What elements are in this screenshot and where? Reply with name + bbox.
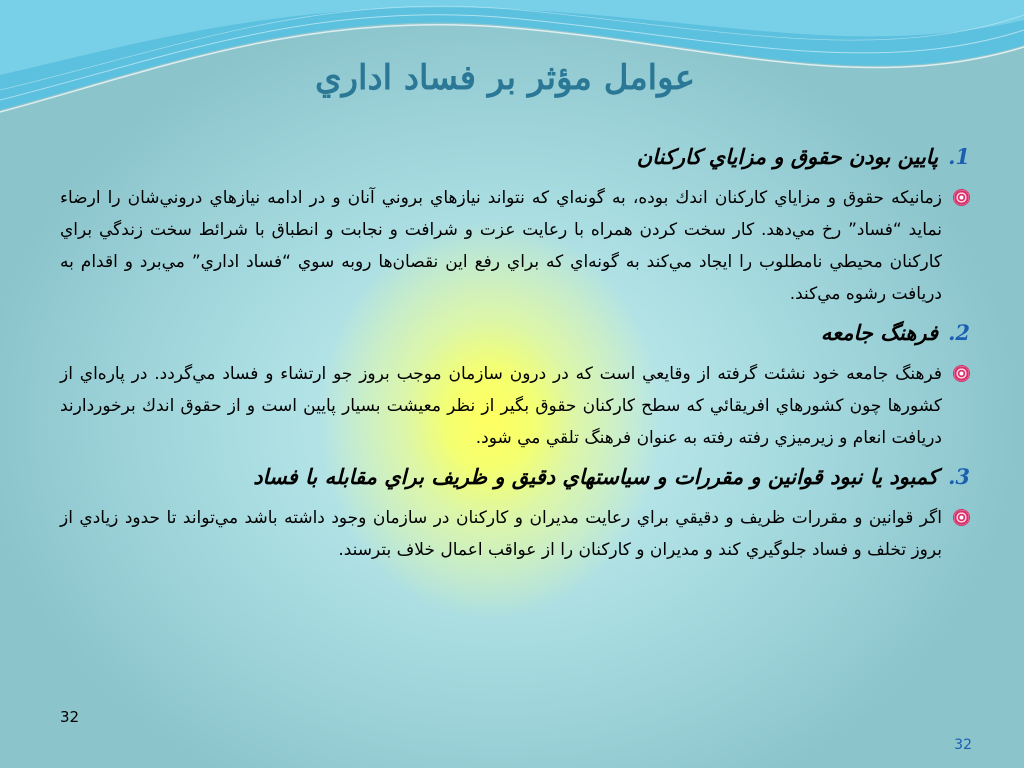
bullet-item-1 [60,182,970,310]
section-number: 3. [948,464,970,489]
slide-content [60,130,970,574]
section-number: 2. [948,320,970,345]
bullet-text: زمانيكه حقوق و مزاياي كاركنان اندك بوده، به گونه‌اي كه نتواند نيازهاي بروني آنان و در ادامه نيازهاي دروني‌شان را ارضاء نمايد “فساد” رخ مي‌دهد. كار سخت كردن همراه با رعايت عزت و شرافت و نجابت و انطباق با شرائط سخت زندگي براي كاركنان محيطي نامطلوب را ايجاد مي‌كند به گونه‌اي كه براي رفع اين نقصان‌ها روبه سوي “فساد اداري” مي‌برد و اقدام به دريافت رشوه مي‌كند. [60,188,942,304]
page-number-left: 32 [60,708,80,726]
section-heading-3 [60,462,970,492]
swirl-bullet-icon [953,365,970,382]
bullet-text: فرهنگ جامعه خود نشئت گرفته از وقايعي است كه در درون سازمان موجب بروز جو ارتشاء و فساد مي‌گردد. در پاره‌اي از كشورها چون كشورهاي افريقائي كه سطح كاركنان حقوق بگير از نظر معيشت بسيار پايين است و از حقوق اندك برخوردارند دريافت انعام و زيرميزي رفته رفته به عنوان فرهنگ تلقي مي شود. [60,364,942,448]
section-heading-2 [60,318,970,348]
page-number-right: 32 [954,737,972,753]
swirl-bullet-icon [953,509,970,526]
section-heading-1 [60,142,970,172]
swirl-bullet-icon [953,189,970,206]
bullet-item-3 [60,502,970,566]
section-heading-text: فرهنگ جامعه [820,320,939,345]
section-number: 1. [948,144,970,169]
bullet-text: اگر قوانين و مقررات ظريف و دقيقي براي رعايت مديران و كاركنان در سازمان وجود داشته باشد مي‌تواند تا حدود زيادي از بروز تخلف و فساد جلوگيري كند و مديران و كاركنان را از عواقب اعمال خلاف بترسند. [60,508,942,560]
slide-title: عوامل مؤثر بر فساد اداري [315,58,695,98]
section-heading-text: پايين بودن حقوق و مزاياي كاركنان [636,144,939,169]
section-heading-text: كمبود يا نبود قوانين و مقررات و سياستهاي دقيق و ظريف براي مقابله با فساد [253,464,939,489]
bullet-item-2 [60,358,970,454]
